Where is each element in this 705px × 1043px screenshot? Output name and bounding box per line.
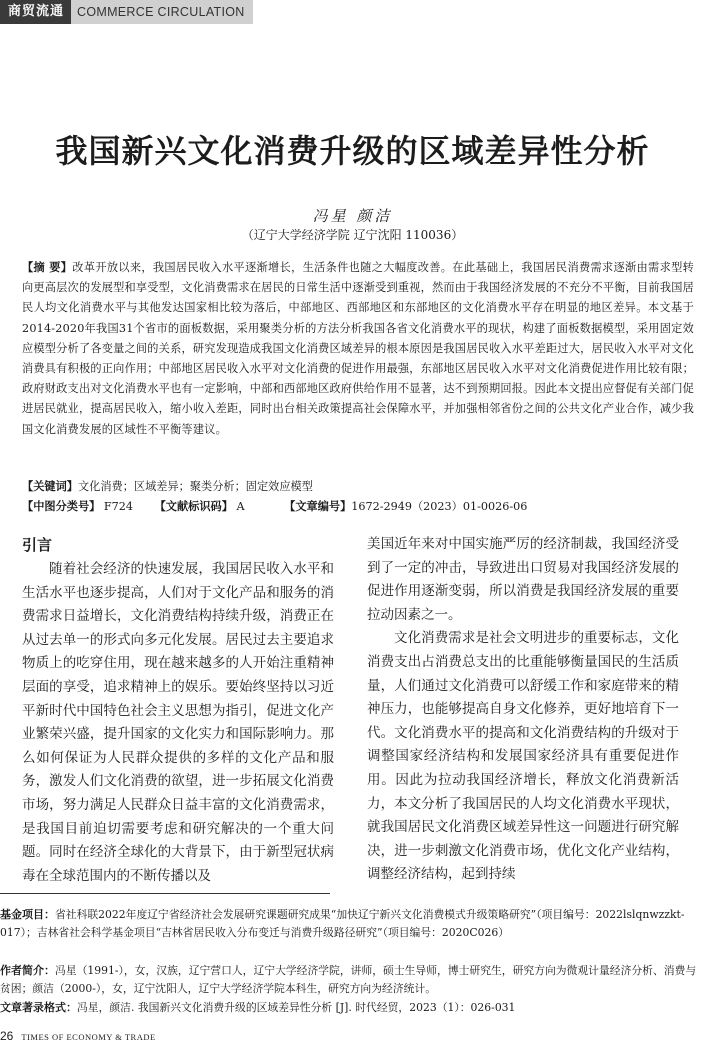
author-bio-text: 冯星（1991-），女，汉族，辽宁营口人，辽宁大学经济学院，讲师，硕士生导师，博士研究生，研究方向为微观计量经济分析、消费与贫困；颜洁（2000-），女，辽宁沈阳人，辽宁大学经济学院本科生，研究方向为经济统计。: [0, 964, 697, 995]
classification-row: [22, 497, 527, 517]
section-heading-intro: 引言: [22, 536, 53, 554]
body-column-left: [22, 533, 334, 888]
page-footer: [0, 1029, 156, 1043]
article-no-value: 1672-2949（2023）01-0026-06: [351, 500, 528, 513]
abstract: [22, 258, 694, 440]
author-bio-label: 作者简介：: [0, 964, 55, 977]
article-authors: 冯星 颜洁: [312, 207, 393, 225]
author-affiliation: （辽宁大学经济学院 辽宁沈阳 110036）: [241, 228, 464, 242]
footnote-author: [0, 962, 700, 997]
column-name-en: COMMERCE CIRCULATION: [71, 0, 253, 24]
page-number: 26: [0, 1029, 14, 1043]
footnote-divider: [0, 893, 330, 894]
clc-value: F724: [103, 500, 134, 513]
clc-label: 【中图分类号】: [22, 500, 101, 513]
fund-label: 基金项目：: [0, 908, 55, 921]
keywords-label: 【关键词】: [22, 480, 78, 493]
paragraph: 文化消费需求是社会文明进步的重要标志，文化消费支出占消费总支出的比重能够衡量国民的生活质量，人们通过文化消费可以舒缓工作和家庭带来的精神压力，也能够提高自身文化修养，更好地培育下一代。文化消费水平的提高和文化消费结构的升级对于调整国家经济结构和发展国家经济具有重要促进作用。因此为拉动我国经济增长，释放文化消费新活力，本文分析了我国居民的人均文化消费水平现状，就我国居民文化消费区域差异性这一问题进行研究解决，进一步刺激文化消费市场，优化文化产业结构，调整经济结构，起到持续: [367, 630, 679, 883]
body-column-right: [367, 533, 679, 887]
article-no-label: 【文章编号】: [284, 500, 352, 513]
keywords: [22, 477, 313, 497]
paragraph: 随着社会经济的快速发展，我国居民收入水平和生活水平也逐步提高，人们对于文化产品和服务的消费需求日益增长，文化消费结构持续升级，消费正在从过去单一的形式向多元化发展。居民过去主要追求物质上的吃穿住用，现在越来越多的人开始注重精神层面的享受，追求精神上的娱乐。要始终坚持以习近平新时代中国特色社会主义思想为指引，促进文化产业繁荣兴盛，提升国家的文化实力和国际影响力。那么如何保证为人民群众提供的多样的文化产品和服务，激发人们文化消费的欲望，进一步拓展文化消费市场，努力满足人民群众日益丰富的文化消费需求，是我国目前迫切需要考虑和研究解决的一个重大问题。同时在经济全球化的大背景下，由于新型冠状病毒在全球范围内的不断传播以及: [22, 561, 334, 884]
doc-code-label: 【文献标识码】: [154, 500, 233, 513]
paragraph: 美国近年来对中国实施严厉的经济制裁，我国经济受到了一定的冲击，导致进出口贸易对我国经济发展的促进作用逐渐变弱，所以消费是我国经济发展的重要拉动因素之一。: [367, 536, 679, 623]
abstract-text: 改革开放以来，我国居民收入水平逐渐增长，生活条件也随之大幅度改善。在此基础上，我国居民消费需求逐渐由需求型转向更高层次的发展型和享受型，文化消费需求在居民的日常生活中逐渐受到重视，然而由于我国经济发展的不充分不平衡，目前我国居民人均文化消费水平与其他发达国家相比较为落后，中部地区、西部地区和东部地区的文化消费水平存在明显的地区差异。本文基于2014-2020年我国31个省市的面板数据，采用聚类分析的方法分析我国各省文化消费水平的现状，构建了面板数据模型，采用固定效应模型分析了各变量之间的关系，研究发现造成我国文化消费区域差异的根本原因是我国居民收入水平差距过大，居民收入水平对文化消费具有积极的正向作用；中部地区居民收入水平对文化消费的促进作用最强，东部地区居民收入水平对文化消费促进作用比较有限；政府财政支出对文化消费水平也有一定影响，中部和西部地区政府供给作用不显著，达不到预期回报。因此本文提出应督促有关部门促进居民就业，提高居民收入，缩小收入差距，同时出台相关政策提高社会保障水平，并加强相邻省份之间的公共文化产业合作，减少我国文化消费发展的区域性不平衡等建议。: [22, 261, 694, 436]
column-name-cn: 商贸流通: [0, 0, 71, 24]
footnote-citation: [0, 999, 700, 1017]
doc-code-value: A: [236, 500, 245, 513]
fund-text: 省社科联2022年度辽宁省经济社会发展研究课题研究成果“加快辽宁新兴文化消费模式升级策略研究”（项目编号：2022lslqnwzzkt-017）；吉林省社会科学基金项目“吉林省居民收入分布变迁与消费升级路径研究”（项目编号：2020C026）: [0, 908, 685, 939]
article-title: 我国新兴文化消费升级的区域差异性分析: [55, 132, 650, 170]
footnote-fund: [0, 906, 700, 941]
citation-label: 文章著录格式：: [0, 1001, 77, 1014]
journal-name: TIMES OF ECONOMY & TRADE: [21, 1032, 156, 1042]
running-header: [0, 0, 253, 24]
citation-text: 冯星，颜洁. 我国新兴文化消费升级的区域差异性分析 [J]. 时代经贸，2023（1）：026-031: [77, 1001, 516, 1014]
keywords-text: 文化消费；区域差异；聚类分析；固定效应模型: [77, 480, 313, 493]
abstract-label: 【摘 要】: [22, 261, 73, 274]
